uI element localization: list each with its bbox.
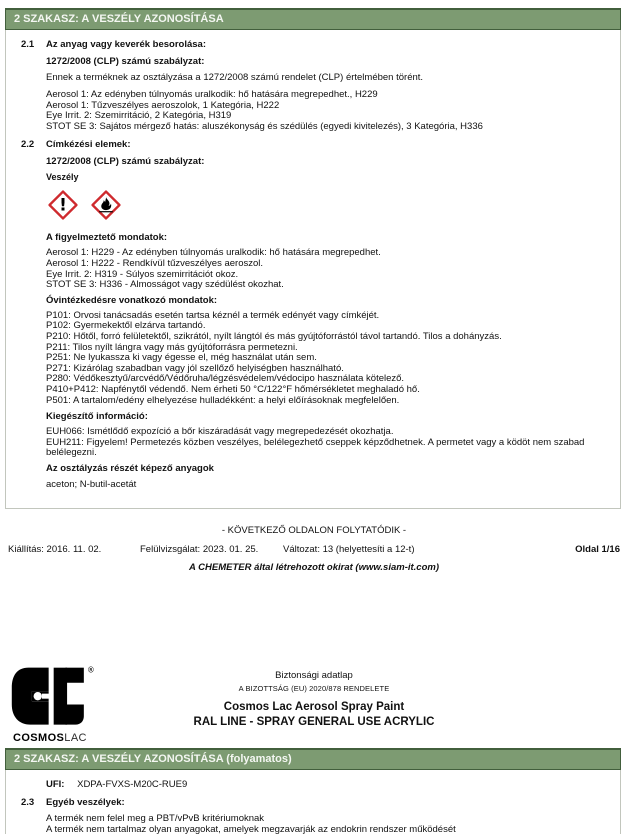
subsection-2-3-heading [21,797,610,808]
p-statement: P280: Védőkesztyű/arcvédő/Védőruha/légzésvédelem/védocipo használata kötelező. [46,373,405,385]
h-statement: Eye Irrit. 2: H319 - Súlyos szemirritációt okoz. [46,268,239,280]
h-statements-list [46,248,610,290]
ghs07-exclamation-icon [46,188,80,222]
other-hazard-line: A termék nem felel meg a PBT/vPvB kritériumoknak [46,813,265,824]
section-header-title: 2 SZAKASZ: A VESZÉLY AZONOSÍTÁSA (folyamatos) [14,753,292,765]
euh-statements-list [46,427,610,459]
h-statement: STOT SE 3: H336 - Almosságot vagy szédülést okozhat. [46,279,284,291]
euh-statement: EUH211: Figyelem! Permetezés közben veszélyes, belélegezhető cseppek képződhetnek. A permetet vagy a ködöt nem szabad belélegezni. [46,436,585,459]
h-statement: Aerosol 1: H222 - Rendkívül tűzveszélyes aeroszol. [46,257,264,269]
classification-substances: aceton; N-butil-acetát [46,478,137,490]
section-content-box [5,30,621,509]
classification-list [46,90,610,132]
page2-section2-block [5,748,621,834]
p-statement: P102: Gyermekektől elzárva tartandó. [46,320,206,332]
subsection-title: Címkézési elemek: [46,139,131,151]
subsection-number: 2.2 [21,139,35,151]
ufi-value: XDPA-FVXS-M20C-RUE9 [77,779,188,790]
section-header-title: 2 SZAKASZ: A VESZÉLY AZONOSÍTÁSA [14,13,224,25]
issue-date: Kiállítás: 2016. 11. 02. [8,544,102,555]
subsection-2-2-heading [21,139,610,151]
review-date: Felülvizsgálat: 2023. 01. 25. [140,544,259,555]
subsection-number: 2.1 [21,39,35,50]
ufi-row [46,779,610,790]
warning-statements-title: A figyelmeztető mondatok: [46,232,168,244]
p-statement: P501: A tartalom/edény elhelyezése hulladékként: a helyi előírásoknak megfelelően. [46,394,400,406]
svg-text:!: ! [59,195,67,216]
clp-regulation-subtitle: 1272/2008 (CLP) számú szabályzat: [46,56,205,67]
version-info: Változat: 13 (helyettesíti a 12-t) [283,544,415,555]
classification-item: Eye Irrit. 2: Szemirritáció, 2 Kategória, H319 [46,110,232,122]
logo-text-lac: LAC [64,732,87,744]
section-header-bar [5,748,621,770]
p-statement: P410+P412: Napfénytől védendő. Nem érheti 50 °C/122°F hőmérsékletet meghaladó hő. [46,383,420,395]
document-type-title: Biztonsági adatlap [275,670,353,681]
precaution-statements-title: Óvintézkedésre vonatkozó mondatok: [46,294,218,306]
classification-item: Aerosol 1: Tűzveszélyes aeroszolok, 1 Kategória, H222 [46,99,280,111]
p-statement: P271: Kizárólag szabadban vagy jól szellőző helyiségben használható. [46,362,344,374]
section-content-box [5,770,621,834]
product-name-line2: RAL LINE - SPRAY GENERAL USE ACRYLIC [193,716,435,728]
continues-next-page-note: - KÖVETKEZŐ OLDALON FOLYTATÓDIK - [221,525,407,536]
subsection-title: Az anyag vagy keverék besorolása: [46,39,207,50]
classification-substances-title: Az osztályzás részét képező anyagok [46,462,214,474]
p-statement: P211: Tilos nyílt lángra vagy más gyújtóforrásra permetezni. [46,341,298,353]
logo-text-cosmos: COSMOS [13,732,65,744]
ufi-label: UFI: [46,779,65,790]
registered-trademark-icon: ® [87,666,94,675]
clp-regulation-subtitle: 1272/2008 (CLP) számú szabályzat: [46,156,205,168]
cosmoslac-logo-text [10,733,110,744]
p-statement: P210: Hőtől, forró felületektől, szikrától, nyílt lángtól és más gyújtóforrástól távol tartandó. Tilos a dohányzás. [46,330,502,342]
euh-statement: EUH066: Ismétlődő expozíció a bőr kiszáradását vagy megrepedezését okozhatja. [46,426,394,438]
p-statement: P251: Ne lyukassza ki vagy égesse el, még használat után sem. [46,352,317,364]
product-name-line1: Cosmos Lac Aerosol Spray Paint [223,701,405,713]
other-hazard-line: A termék nem tartalmaz olyan anyagokat, amelyek megzavarják az endokrin rendszer működését [46,823,456,835]
classification-item: Aerosol 1: Az edényben túlnyomás uralkodik: hő hatására megrepedhet., H229 [46,89,378,100]
h-statement: Aerosol 1: H229 - Az edényben túlnyomás uralkodik: hő hatására megrepedhet. [46,247,381,259]
regulation-reference: A BIZOTTSÁG (EU) 2020/878 RENDELETE [238,684,390,693]
classification-item: STOT SE 3: Sajátos mérgező hatás: aluszékonyság és szédülés (egyedi kivitelezés), 3 Kategória, H336 [46,120,483,132]
subsection-title: Egyéb veszélyek: [46,797,125,808]
page-number: Oldal 1/16 [575,544,620,555]
section-header-bar [5,8,621,30]
classification-intro: Ennek a terméknek az osztályzása a 1272/2008 számú rendelet (CLP) értelmében törént. [46,72,424,83]
subsection-2-1-heading [21,39,610,50]
p-statement: P101: Orvosi tanácsadás esetén tartsa kéznél a termék edényét vagy címkéjét. [46,309,380,321]
other-hazards-list [46,814,610,835]
page1-section2-block [5,8,621,509]
supplemental-info-title: Kiegészítő információ: [46,411,148,423]
signal-word: Veszély [46,172,79,183]
subsection-number: 2.3 [21,797,35,808]
ghs-pictograms [46,188,610,222]
ghs02-flame-icon [89,188,123,222]
p-statements-list [46,311,610,406]
generator-credit: A CHEMETER által létrehozott okirat (www.siam-it.com) [188,562,440,573]
